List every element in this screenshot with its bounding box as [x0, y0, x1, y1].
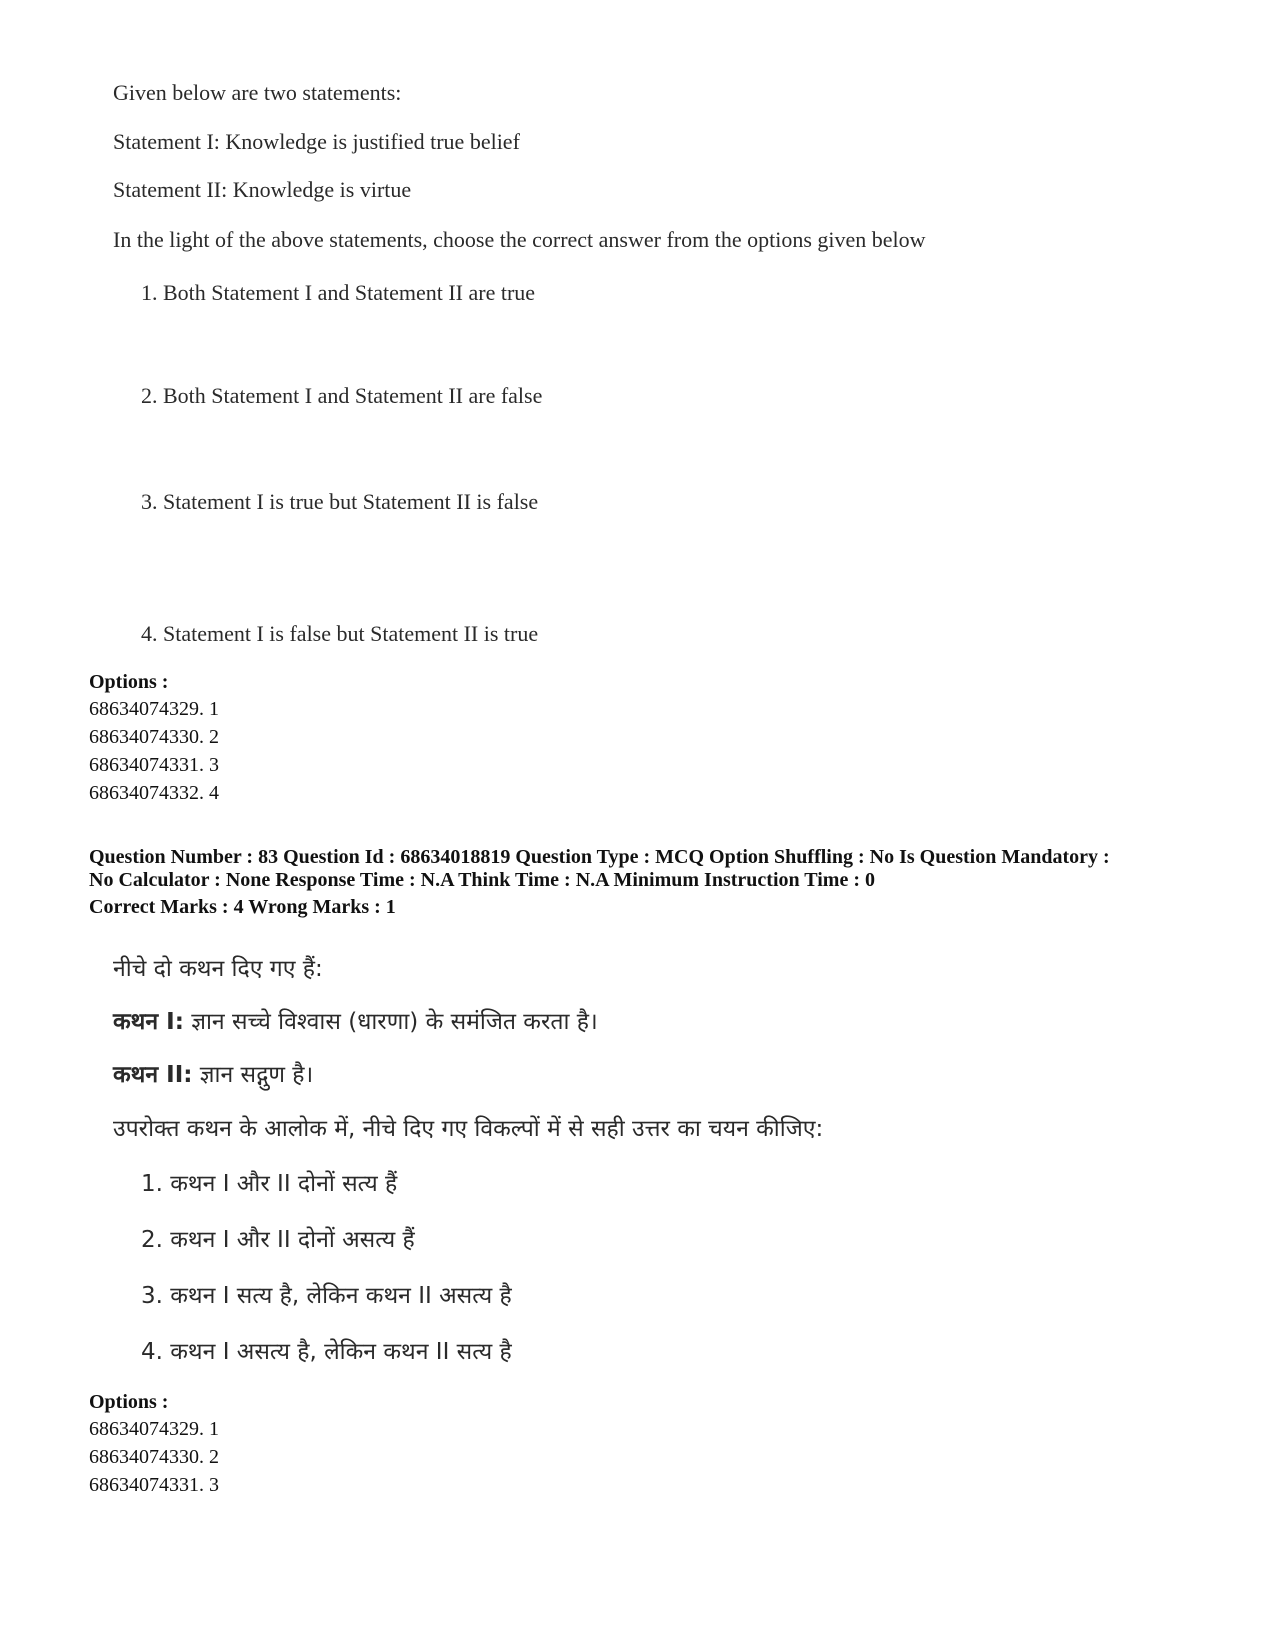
question-meta-line-2: No Calculator : None Response Time : N.A Think Time : N.A Minimum Instruction Time : 0: [89, 869, 875, 891]
hindi-instruction: उपरोक्त कथन के आलोक में, नीचे दिए गए विकल्पों में से सही उत्तर का चयन कीजिए:: [113, 1116, 824, 1142]
hindi-statement-1: [113, 1004, 598, 1036]
english-statement-2: Statement II: Knowledge is virtue: [113, 177, 412, 202]
option-item: 68634074331. 3: [89, 754, 219, 776]
hindi-statement-2-label: कथन II:: [113, 1062, 193, 1088]
english-statement-1: Statement I: Knowledge is justified true belief: [113, 129, 520, 154]
option-item: 68634074329. 1: [89, 1418, 219, 1440]
options-label-1: Options :: [89, 671, 169, 693]
question-marks: Correct Marks : 4 Wrong Marks : 1: [89, 896, 396, 918]
option-item: 68634074330. 2: [89, 726, 219, 748]
options-label-2: Options :: [89, 1391, 169, 1413]
option-item: 68634074331. 3: [89, 1474, 219, 1496]
hindi-intro: नीचे दो कथन दिए गए हैं:: [113, 956, 323, 982]
hindi-choice-2: 2. कथन I और II दोनों असत्य हैं: [141, 1227, 415, 1253]
hindi-choice-1: 1. कथन I और II दोनों सत्य हैं: [141, 1171, 398, 1197]
hindi-choice-3: 3. कथन I सत्य है, लेकिन कथन II असत्य है: [141, 1283, 512, 1309]
hindi-statement-2: [113, 1057, 313, 1089]
hindi-statement-2-text: ज्ञान सद्गुण है।: [192, 1062, 314, 1088]
hindi-statement-1-label: कथन I:: [113, 1009, 184, 1035]
english-choice-2: 2. Both Statement I and Statement II are false: [141, 383, 543, 408]
english-choice-4: 4. Statement I is false but Statement II is true: [141, 621, 539, 646]
english-instruction: In the light of the above statements, choose the correct answer from the options given below: [113, 227, 926, 252]
hindi-choice-4: 4. कथन I असत्य है, लेकिन कथन II सत्य है: [141, 1339, 512, 1365]
option-item: 68634074329. 1: [89, 698, 219, 720]
question-meta-line-1: Question Number : 83 Question Id : 68634018819 Question Type : MCQ Option Shuffling : No Is Question Mandatory :: [89, 846, 1110, 868]
english-choice-3: 3. Statement I is true but Statement II is false: [141, 489, 539, 514]
option-item: 68634074330. 2: [89, 1446, 219, 1468]
option-item: 68634074332. 4: [89, 782, 219, 804]
hindi-statement-1-text: ज्ञान सच्चे विश्वास (धारणा) के समंजित करता है।: [183, 1009, 598, 1035]
english-choice-1: 1. Both Statement I and Statement II are true: [141, 280, 536, 305]
english-intro: Given below are two statements:: [113, 80, 402, 105]
